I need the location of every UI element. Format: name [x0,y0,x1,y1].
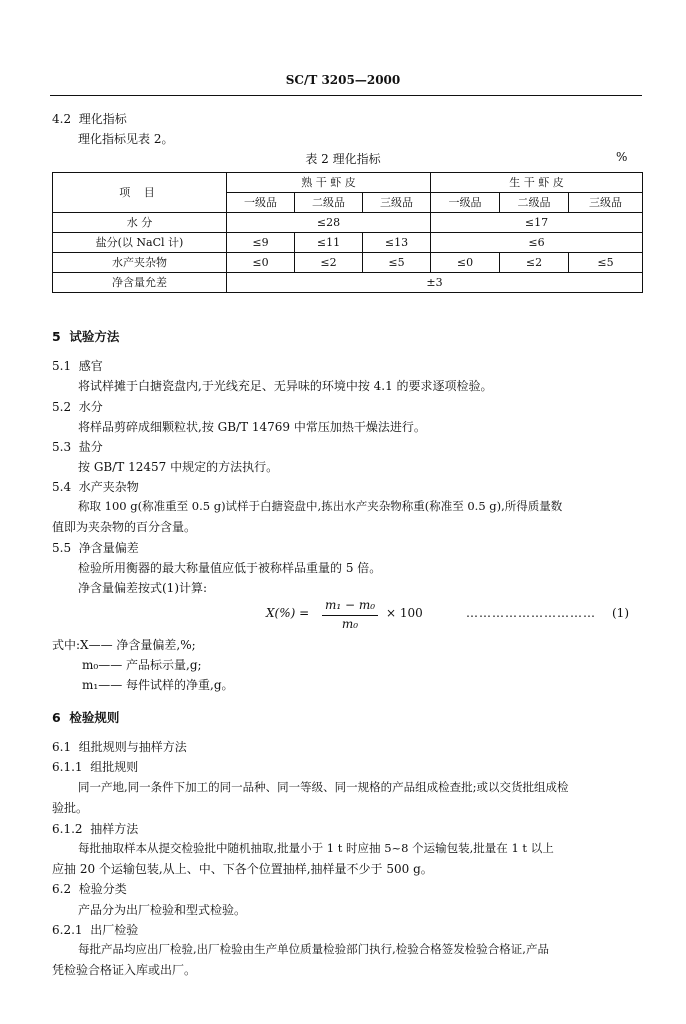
row-label: 净含量允差 [53,273,227,293]
table-cell: ≤9 [227,233,295,253]
section-5-2-text: 将样品剪碎成细颗粒状,按 GB/T 14769 中常压加热干燥法进行。 [78,420,426,434]
section-5-5-heading [52,539,139,556]
table-cell: ≤17 [431,213,643,233]
group-header-cooked: 熟 干 虾 皮 [227,173,431,193]
formula-lhs: X(%) = [266,606,310,620]
section-number: 6.1 [52,740,72,754]
col-header-item: 项 目 [53,173,227,213]
table-row [53,233,643,253]
formula-where-x: 式中:X—— 净含量偏差,%; [52,638,196,652]
section-6-1-1-text-line2: 验批。 [52,801,89,815]
grade-header: 一级品 [431,193,500,213]
table-row [53,273,643,293]
section-6-1-2-text-line1: 每批抽取样本从提交检验批中随机抽取,批量小于 1 t 时应抽 5~8 个运输包装,批量在 1 t 以上 [78,841,554,855]
grade-header: 三级品 [569,193,643,213]
formula-where-m0: m₀—— 产品标示量,g; [82,658,202,672]
section-title: 检验规则 [69,710,120,725]
section-6-2-1-text-line2: 凭检验合格证入库或出厂。 [52,963,197,977]
section-6-2-1-heading [52,921,138,938]
section-title: 水分 [78,400,103,414]
grade-header: 一级品 [227,193,295,213]
section-5-2-heading [52,398,103,415]
section-6-1-1-heading [52,758,138,775]
section-5-5-text2: 净含量偏差按式(1)计算: [78,581,208,595]
section-5-4-text-line2: 值即为夹杂物的百分含量。 [52,520,197,534]
section-number: 6.2 [52,882,72,896]
section-number: 6.2.1 [52,923,83,937]
table-caption: 表 2 理化指标 [305,152,381,166]
table-cell: ≤0 [227,253,295,273]
section-number: 6.1.2 [52,822,83,836]
fraction-line [322,615,378,616]
table-cell: ≤5 [363,253,431,273]
section-4-2-heading [52,110,127,127]
section-number: 5 [52,329,61,344]
table-header-row [53,173,643,193]
section-title: 净含量偏差 [78,541,139,555]
section-5-1-text: 将试样摊于白搪瓷盘内,于光线充足、无异味的环境中按 4.1 的要求逐项检验。 [78,379,493,393]
section-number: 5.1 [52,359,72,373]
section-title: 盐分 [78,440,103,454]
section-6-2-text: 产品分为出厂检验和型式检验。 [78,903,247,917]
section-5-4-heading [52,478,139,495]
table-cell: ≤2 [295,253,363,273]
section-6-1-heading [52,738,187,755]
table-cell: ≤28 [227,213,431,233]
table-cell: ≤0 [431,253,500,273]
table-cell: ≤11 [295,233,363,253]
row-label: 水产夹杂物 [53,253,227,273]
table-cell: ≤13 [363,233,431,253]
section-5-3-text: 按 GB/T 12457 中规定的方法执行。 [78,460,279,474]
table-row [53,253,643,273]
section-title: 感官 [78,359,103,373]
section-5-5-text1: 检验所用衡器的最大称量值应低于被称样品重量的 5 倍。 [78,561,382,575]
section-title: 组批规则与抽样方法 [78,740,187,754]
table-cell: ≤2 [500,253,569,273]
section-title: 出厂检验 [90,923,139,937]
section-number: 6.1.1 [52,760,83,774]
section-5-3-heading [52,438,103,455]
grade-header: 二级品 [295,193,363,213]
section-title: 检验分类 [78,882,127,896]
section-4-2-text: 理化指标见表 2。 [78,132,174,146]
table-cell: ±3 [227,273,643,293]
section-6-heading [52,708,119,726]
formula-multiplier: × 100 [386,606,423,620]
section-6-1-1-text-line1: 同一产地,同一条件下加工的同一品种、同一等级、同一规格的产品组成检查批;或以交货批组成检 [78,780,569,794]
section-5-4-text-line1: 称取 100 g(称准重至 0.5 g)试样于白搪瓷盘中,拣出水产夹杂物称重(称准至 0.5 g),所得质量数 [78,499,563,513]
formula-leader-dots: ………………………… [466,606,596,620]
formula-denominator: m₀ [341,617,359,631]
section-6-2-1-text-line1: 每批产品均应出厂检验,出厂检验由生产单位质量检验部门执行,检验合格签发检验合格证,产品 [78,942,549,956]
section-title: 水产夹杂物 [78,480,139,494]
formula-numerator: m₁ − m₀ [324,598,376,612]
section-title: 试验方法 [69,329,120,344]
formula-number: (1) [612,606,629,620]
physicochemical-table [52,172,643,293]
section-title: 理化指标 [78,112,127,126]
section-number: 5.3 [52,440,72,454]
section-title: 组批规则 [90,760,139,774]
section-number: 5.5 [52,541,72,555]
section-5-heading [52,327,119,345]
section-title: 抽样方法 [90,822,139,836]
section-number: 5.2 [52,400,72,414]
table-cell: ≤5 [569,253,643,273]
standard-header: SC/T 3205—2000 [285,73,401,87]
group-header-raw: 生 干 虾 皮 [431,173,643,193]
formula-where-m1: m₁—— 每件试样的净重,g。 [82,678,234,692]
section-5-1-heading [52,357,103,374]
grade-header: 二级品 [500,193,569,213]
section-number: 4.2 [52,112,72,126]
table-unit: % [616,150,628,164]
header-rule [50,95,642,96]
section-6-1-2-text-line2: 应抽 20 个运输包装,从上、中、下各个位置抽样,抽样量不少于 500 g。 [52,862,433,876]
table-row [53,213,643,233]
section-6-1-2-heading [52,820,138,837]
row-label: 盐分(以 NaCl 计) [53,233,227,253]
section-number: 6 [52,710,61,725]
row-label: 水 分 [53,213,227,233]
table-cell: ≤6 [431,233,643,253]
grade-header: 三级品 [363,193,431,213]
section-number: 5.4 [52,480,72,494]
section-6-2-heading [52,880,127,897]
